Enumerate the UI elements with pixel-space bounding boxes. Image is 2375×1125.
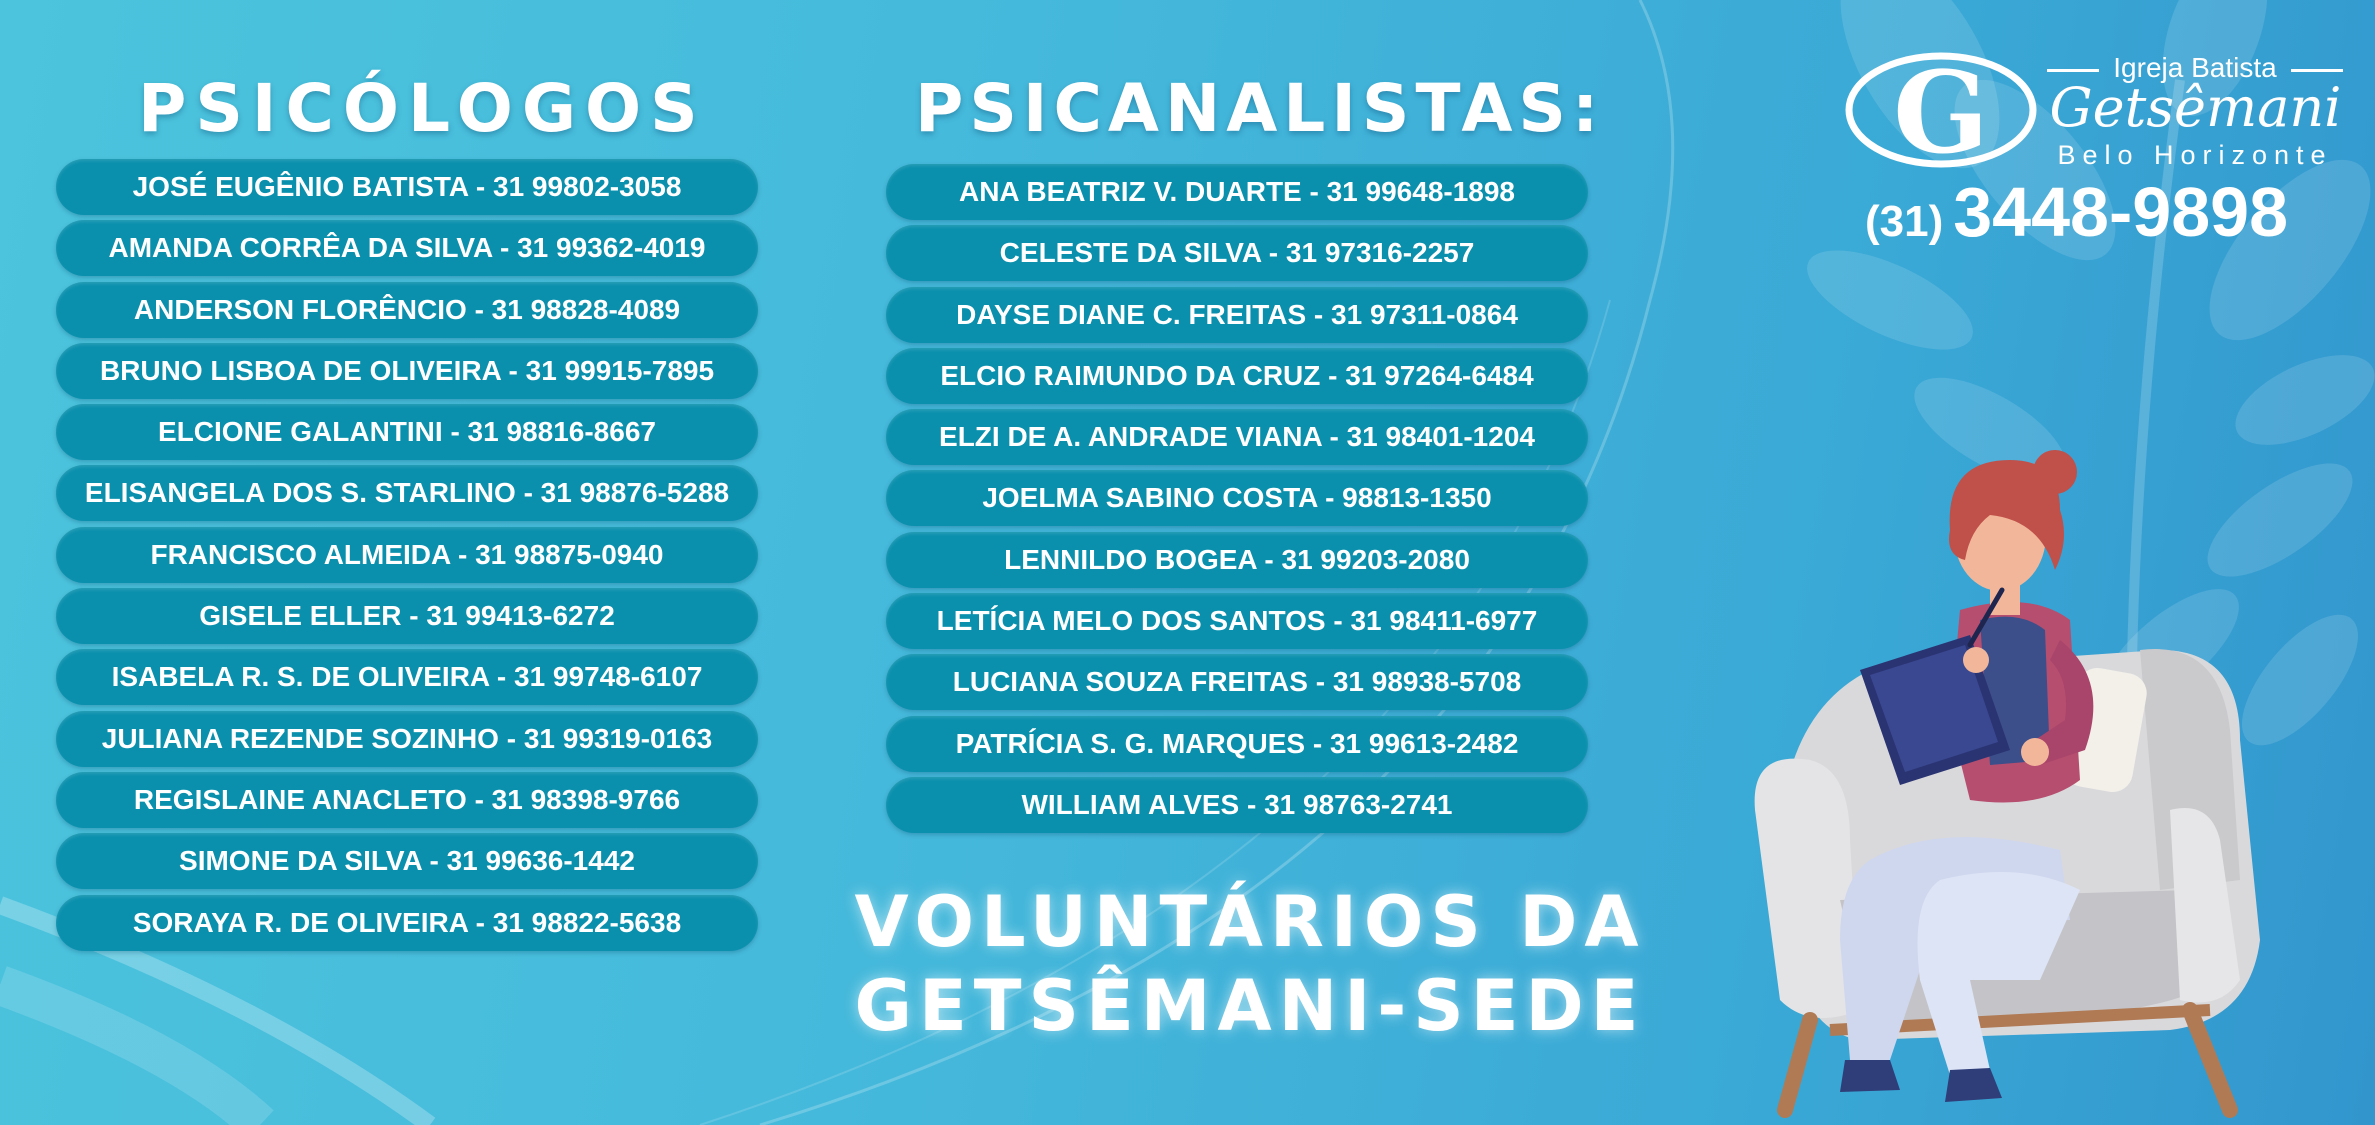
voluntarios-title-line2: GETSÊMANI-SEDE (854, 965, 1646, 1047)
svg-text:G: G (1893, 52, 1989, 168)
psicanalistas-list (886, 164, 1588, 838)
psicanalista-item: ELZI DE A. ANDRADE VIANA - 31 98401-1204 (886, 409, 1588, 465)
psicanalista-item: LUCIANA SOUZA FREITAS - 31 98938-5708 (886, 654, 1588, 710)
logo-subtitle: Igreja Batista (2045, 52, 2345, 84)
church-phone (1865, 172, 2288, 252)
psicologo-item: JOSÉ EUGÊNIO BATISTA - 31 99802-3058 (56, 159, 758, 215)
psicologo-item: REGISLAINE ANACLETO - 31 98398-9766 (56, 772, 758, 828)
psicologo-item: ELISANGELA DOS S. STARLINO - 31 98876-5288 (56, 465, 758, 521)
psicanalista-item: DAYSE DIANE C. FREITAS - 31 97311-0864 (886, 287, 1588, 343)
psicanalista-item: CELESTE DA SILVA - 31 97316-2257 (886, 225, 1588, 281)
logo-city: Belo Horizonte (2057, 140, 2333, 170)
church-logo (1845, 52, 2345, 172)
getsemani-g-logo-icon (1845, 52, 2037, 168)
phone-number: 3448-9898 (1953, 173, 2289, 251)
psicanalista-item: ELCIO RAIMUNDO DA CRUZ - 31 97264-6484 (886, 348, 1588, 404)
psicanalista-item: LENNILDO BOGEA - 31 99203-2080 (886, 532, 1588, 588)
psicologo-item: ELCIONE GALANTINI - 31 98816-8667 (56, 404, 758, 460)
psicanalista-item: LETÍCIA MELO DOS SANTOS - 31 98411-6977 (886, 593, 1588, 649)
psicologo-item: GISELE ELLER - 31 99413-6272 (56, 588, 758, 644)
psicologo-item: SORAYA R. DE OLIVEIRA - 31 98822-5638 (56, 895, 758, 951)
psicologo-item: AMANDA CORRÊA DA SILVA - 31 99362-4019 (56, 220, 758, 276)
psicanalista-item: PATRÍCIA S. G. MARQUES - 31 99613-2482 (886, 716, 1588, 772)
psicologo-item: JULIANA REZENDE SOZINHO - 31 99319-0163 (56, 711, 758, 767)
psicologo-item: ISABELA R. S. DE OLIVEIRA - 31 99748-6107 (56, 649, 758, 705)
logo-name: Getsêmani (2049, 76, 2342, 139)
psicologos-list (56, 159, 758, 956)
psicanalista-item: ANA BEATRIZ V. DUARTE - 31 99648-1898 (886, 164, 1588, 220)
psicanalista-item: JOELMA SABINO COSTA - 98813-1350 (886, 470, 1588, 526)
phone-area-code: (31) (1865, 197, 1944, 246)
voluntarios-title-line1: VOLUNTÁRIOS DA (854, 881, 1646, 963)
psicologo-item: FRANCISCO ALMEIDA - 31 98875-0940 (56, 527, 758, 583)
psicologos-title: PSICÓLOGOS (138, 70, 707, 147)
psicologo-item: SIMONE DA SILVA - 31 99636-1442 (56, 833, 758, 889)
psicanalistas-title: PSICANALISTAS: (915, 70, 1605, 147)
psicologo-item: ANDERSON FLORÊNCIO - 31 98828-4089 (56, 282, 758, 338)
psicanalista-item: WILLIAM ALVES - 31 98763-2741 (886, 777, 1588, 833)
psychologist-illustration-icon (1740, 420, 2300, 1120)
voluntarios-title (820, 880, 1680, 1048)
psicologo-item: BRUNO LISBOA DE OLIVEIRA - 31 99915-7895 (56, 343, 758, 399)
